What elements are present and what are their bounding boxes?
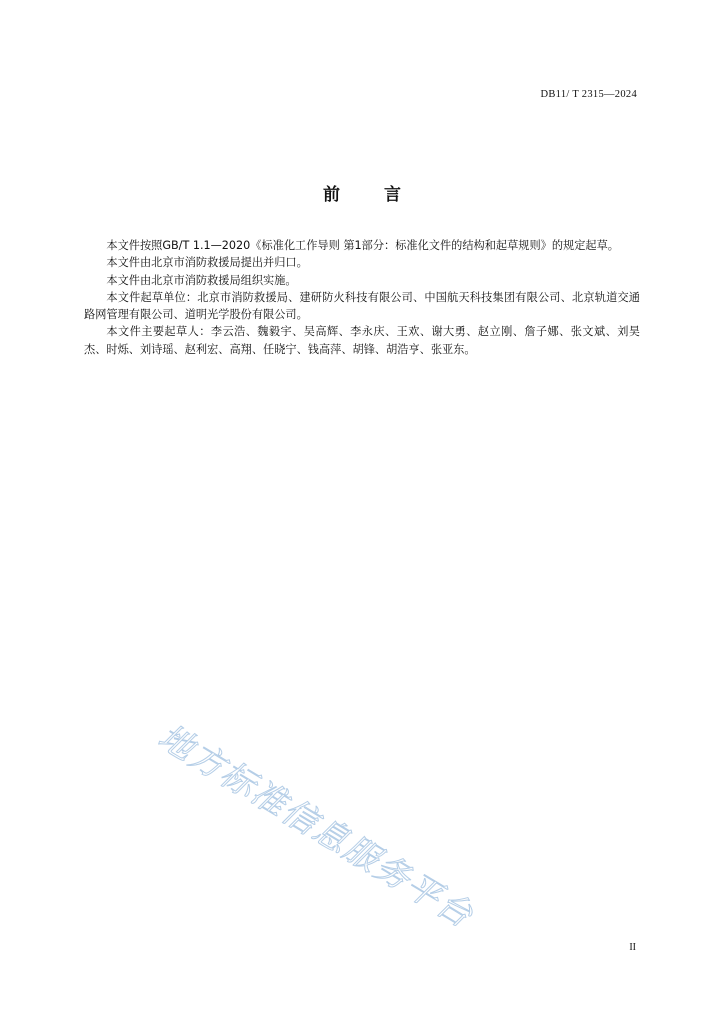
title-char-1: 前: [323, 185, 340, 205]
standard-code: DB11/ T 2315—2024: [540, 89, 637, 100]
paragraph-drafters: 本文件主要起草人：李云浩、魏毅宇、吴高辉、李永庆、王欢、谢大勇、赵立刚、詹子娜、张文斌、刘昊杰、时烁、刘诗瑶、赵利宏、高翔、任晓宁、钱高萍、胡锋、胡浩亨、张亚东。: [84, 325, 640, 356]
watermark: 地方标准信息服务平台: [151, 716, 481, 937]
page-number: II: [629, 942, 636, 953]
paragraph-organizer: 本文件由北京市消防救援局组织实施。: [106, 273, 297, 287]
paragraph-drafting-rules: 本文件按照GB/T 1.1—2020《标准化工作导则 第1部分：标准化文件的结构和起草规则》的规定起草。: [106, 239, 619, 252]
foreword-body: [84, 237, 640, 358]
title-char-2: 言: [384, 185, 401, 205]
paragraph-drafting-units: 本文件起草单位：北京市消防救援局、建研防火科技有限公司、中国航天科技集团有限公司、北京轨道交通路网管理有限公司、道明光学股份有限公司。: [84, 290, 640, 322]
paragraph-proposer: 本文件由北京市消防救援局提出并归口。: [106, 256, 308, 270]
page-title: [0, 180, 724, 205]
